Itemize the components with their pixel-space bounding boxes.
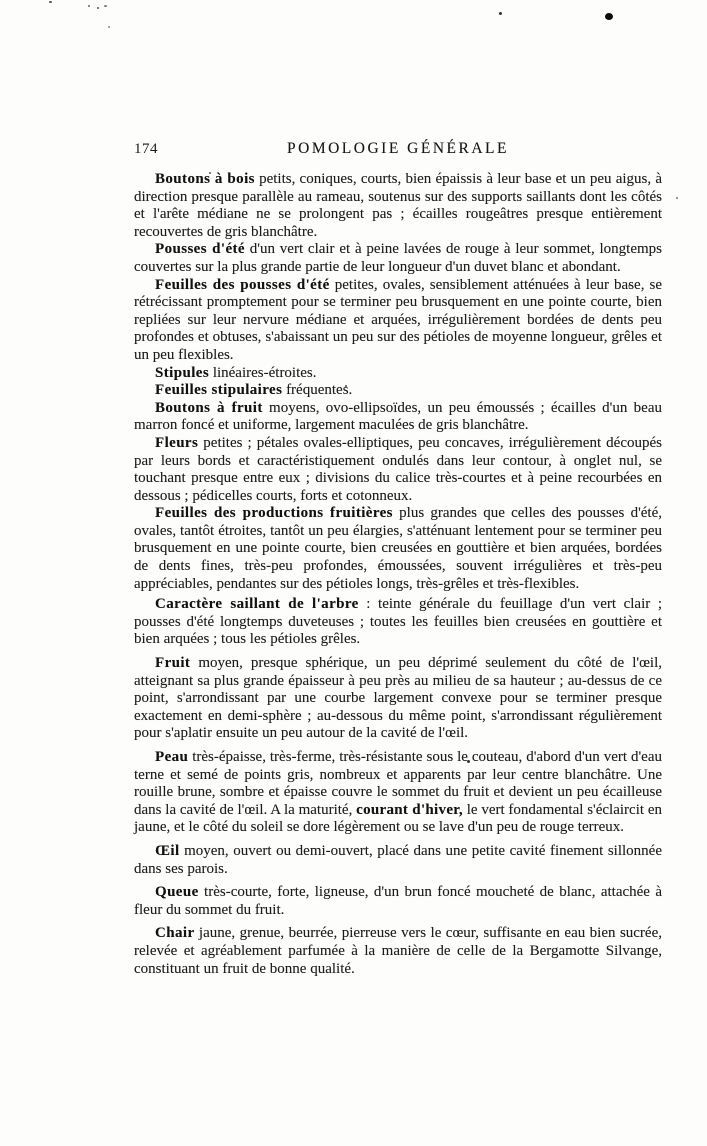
ink-dot: [605, 13, 613, 20]
paragraph-oeil: [134, 843, 662, 878]
scan-speck: [49, 1, 52, 3]
scan-speck: [104, 5, 107, 7]
paragraph-body: moyen, ouvert ou demi-ouvert, placé dans une petite cavité finement sillonnée dans ses parois.: [134, 842, 662, 877]
paragraph-body: fréquentes.: [282, 382, 353, 399]
paragraph-body: petits, coniques, courts, bien épaissis à leur base et un peu aigus, à direction presque parallèle au rameau, soutenus sur des supports saillants dont les côtés et l'arête médiane ne se prolongent pas ; écailles rougeâtres presque entièrement recouvertes de gris blanchâtre.: [134, 171, 662, 240]
paragraph-stipules: [134, 365, 662, 383]
paragraph-caractere-saillant: [134, 596, 662, 649]
scan-speck: [97, 7, 99, 9]
paragraph-pousses-dete: [134, 241, 662, 276]
paragraph-boutons-a-bois: [134, 171, 662, 241]
scan-speck: [108, 26, 110, 28]
scan-speck: [676, 197, 678, 199]
paragraph-queue: [134, 884, 662, 919]
paragraph-lead: Feuilles des pousses d'été: [155, 276, 330, 293]
scan-speck: [499, 12, 502, 15]
paragraph-body: petites ; pétales ovales-elliptiques, peu concaves, irrégulièrement découpés par leurs bords et caractéristiquement ondulés dans leur contour, à onglet nul, se touchant presque entre eux ; divisions du calice très-courtes et à peine recourbées en dessous ; pédicelles courts, forts et cotonneux.: [134, 434, 662, 504]
paragraph-lead: Boutons à fruit: [155, 399, 263, 416]
paragraph-body: moyens, ovo-ellipsoïdes, un peu émoussés ; écailles d'un beau marron foncé et uniforme, largement maculées de gris blanchâtre.: [134, 399, 662, 434]
paragraph-body: moyen, presque sphérique, un peu déprimé seulement du côté de l'œil, atteignant sa plus grande épaisseur à peu près au milieu de sa hauteur ; au-dessus de ce point, s'arrondissant par une courbe largement convexe pour se terminer presque exactement en demi-sphère ; au-dessous du même point, s'arrondissant régulièrement pour s'aplatir ensuite un peu autour de la cavité de l'œil.: [134, 655, 662, 742]
paragraph-lead: Chair: [155, 925, 195, 942]
paragraph-fleurs: [134, 435, 662, 505]
paragraph-bold-phrase: courant d'hiver,: [356, 801, 463, 818]
paragraph-lead: Stipules: [155, 364, 210, 381]
page-number: 174: [134, 141, 158, 157]
paragraph-lead: Feuilles stipulaires: [155, 382, 283, 399]
paragraph-body: très-courte, forte, ligneuse, d'un brun foncé moucheté de blanc, attachée à fleur du sommet du fruit.: [134, 884, 662, 918]
paragraph-lead: Caractère saillant de l'arbre: [155, 596, 359, 613]
running-head: [134, 140, 662, 160]
paragraph-lead: Peau: [155, 749, 189, 765]
running-title: POMOLOGIE GÉNÉRALE: [287, 140, 509, 157]
paragraph-lead: Feuilles des productions fruitières: [155, 505, 393, 522]
scan-speck: [88, 5, 90, 7]
paragraph-body: jaune, grenue, beurrée, pierreuse vers le cœur, suffisante en eau bien sucrée, relevée et agréablement parfumée à la manière de celle de la Bergamotte Silvange, constituant un fruit de bonne qualité.: [134, 925, 662, 977]
paragraph-body: d'un vert clair et à peine lavées de rouge à leur sommet, longtemps couvertes sur la plus grande partie de leur longueur d'un duvet blanc et abondant.: [134, 241, 662, 275]
paragraph-boutons-a-fruit: [134, 400, 662, 435]
paragraph-feuilles-des-productions-fruitieres: [134, 505, 662, 593]
paragraph-lead: Queue: [155, 884, 199, 901]
paragraph-body: le vert fondamental s'éclaircit en jaune, et le côté du soleil se dore légèrement ou se lave d'un peu de rouge terreux.: [134, 801, 662, 836]
paragraph-body: linéaires-étroites.: [209, 364, 317, 381]
paragraph-lead: Fleurs: [155, 434, 199, 451]
paragraph-body: petites, ovales, sensiblement atténuées à leur base, se rétrécissant promptement pour se terminer peu brusquement en une pointe courte, bien repliées sur leur nervure médiane et arquées, irrégulièrement bordées de dents peu profondes et obtuses, s'abaissant un peu sur des pétioles de moyenne longueur, grêles et un peu flexibles.: [134, 276, 662, 363]
paragraph-fruit: [134, 655, 662, 743]
paragraph-lead: Pousses d'été: [155, 241, 245, 258]
paragraph-body: plus grandes que celles des pousses d'été, ovales, tantôt étroites, tantôt un peu élargies, s'atténuant lentement pour se terminer peu brusquement en une pointe courte, bien creusées en gouttière et bien arquées, bordées de dents fines, très-peu profondes, émoussées, souvent irrégulières et très-peu appréciables, pendantes sur des pétioles longs, très-grêles et très-flexibles.: [134, 505, 663, 592]
text-block: [134, 171, 662, 978]
paragraph-lead: Boutons à bois: [155, 171, 255, 187]
paragraph-feuilles-des-pousses-dete: [134, 277, 662, 365]
paragraph-body: très-épaisse, très-ferme, très-résistante sous le couteau, d'abord d'un vert d'eau terne et semé de points gris, nombreux et apparents par leur centre blanchâtre. Une rouille brune, sombre et épaisse couvre le sommet du fruit et devient un peu écailleuse dans la cavité de l'œil. A la maturité,: [134, 749, 662, 818]
paragraph-feuilles-stipulaires: [134, 382, 662, 400]
paragraph-lead: Fruit: [155, 655, 191, 672]
paragraph-peau: [134, 749, 662, 837]
paragraph-lead: Œil: [155, 842, 180, 859]
paragraph-chair: [134, 925, 662, 978]
paragraph-body: : teinte générale du feuillage d'un vert clair ; pousses d'été longtemps duveteuses ; toutes les feuilles bien creusées en gouttière et bien arquées ; tous les pétioles grêles.: [134, 596, 662, 648]
